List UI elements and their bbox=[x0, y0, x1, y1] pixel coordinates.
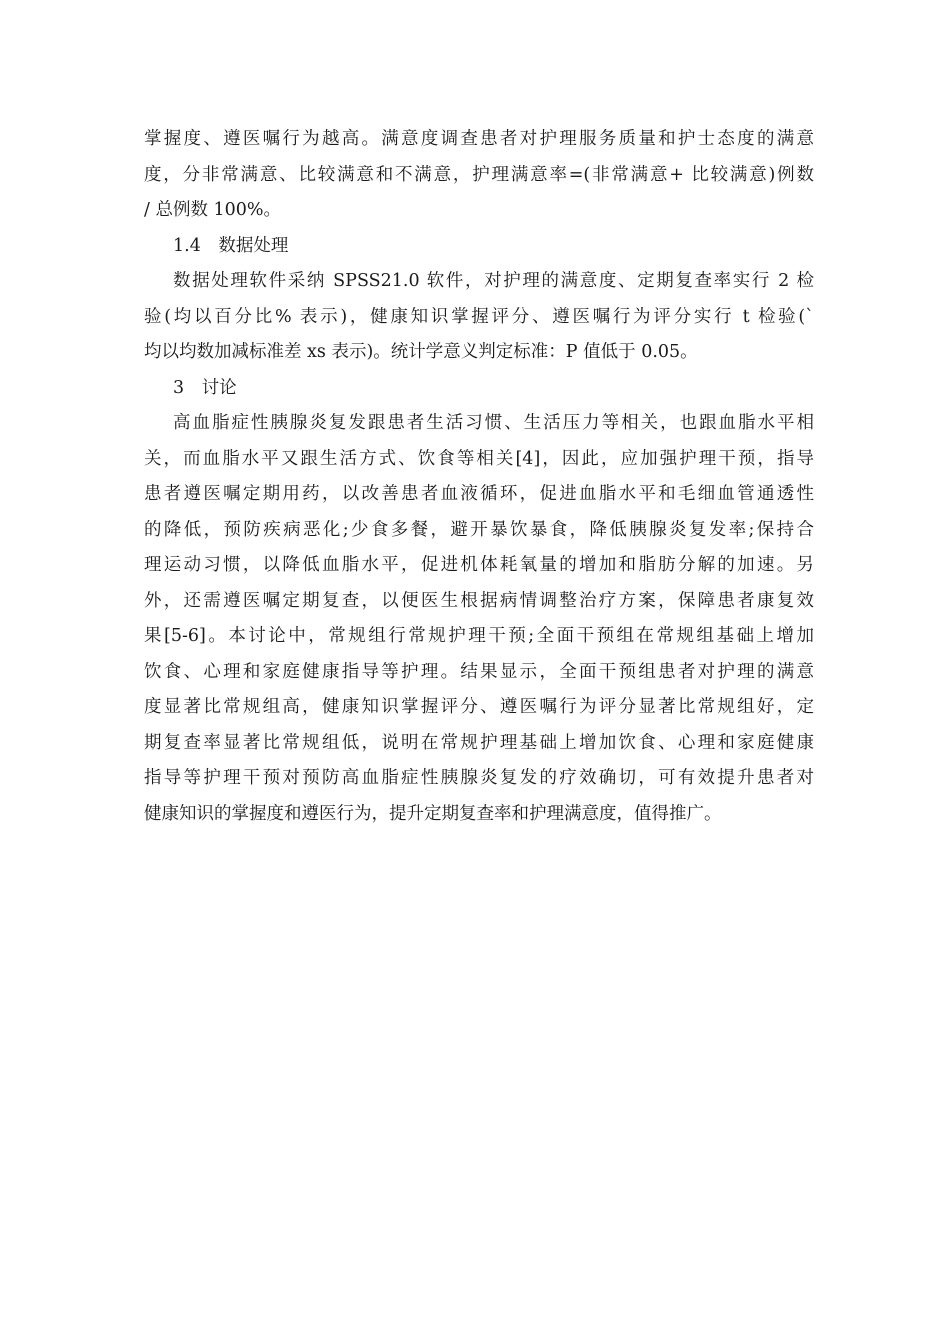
text-line: 果[5-6]。本讨论中，常规组行常规护理干预;全面干预组在常规组基础上增加 bbox=[144, 626, 814, 646]
text-line: 健康知识的掌握度和遵医行为，提升定期复查率和护理满意度，值得推广。 bbox=[144, 803, 722, 824]
section-heading: 3 讨论 bbox=[173, 377, 237, 398]
text-line: 度显著比常规组高，健康知识掌握评分、遵医嘱行为评分显著比常规组好，定 bbox=[144, 697, 814, 717]
section-discussion bbox=[144, 371, 814, 833]
text-line: 均以均数加减标准差 xs 表示)。统计学意义判定标准：P 值低于 0.05。 bbox=[144, 342, 698, 362]
text-line: 的降低，预防疾病恶化;少食多餐，避开暴饮暴食，降低胰腺炎复发率;保持合 bbox=[144, 519, 814, 540]
text-line: 关，而血脂水平又跟生活方式、饮食等相关[4]，因此，应加强护理干预，指导 bbox=[144, 448, 814, 469]
text-line: 饮食、心理和家庭健康指导等护理。结果显示，全面干预组患者对护理的满意 bbox=[144, 661, 814, 682]
text-line: 掌握度、遵医嘱行为越高。满意度调查患者对护理服务质量和护士态度的满意 bbox=[144, 129, 814, 149]
body-text bbox=[144, 122, 814, 832]
section-data-processing bbox=[144, 229, 814, 371]
section-heading: 1.4 数据处理 bbox=[173, 235, 289, 256]
text-line: 期复查率显著比常规组低，说明在常规护理基础上增加饮食、心理和家庭健康 bbox=[144, 732, 814, 753]
text-line: 外，还需遵医嘱定期复查，以便医生根据病情调整治疗方案，保障患者康复效 bbox=[144, 590, 814, 611]
text-line: 指导等护理干预对预防高血脂症性胰腺炎复发的疗效确切，可有效提升患者对 bbox=[144, 768, 814, 788]
text-line: 数据处理软件采纳 SPSS21.0 软件，对护理的满意度、定期复查率实行 2 检 bbox=[173, 271, 814, 291]
text-line: 理运动习惯，以降低血脂水平，促进机体耗氧量的增加和脂肪分解的加速。另 bbox=[144, 555, 814, 575]
text-line: 高血脂症性胰腺炎复发跟患者生活习惯、生活压力等相关，也跟血脂水平相 bbox=[173, 413, 814, 433]
text-line: 验(均以百分比% 表示)，健康知识掌握评分、遵医嘱行为评分实行 t 检验(` bbox=[144, 306, 814, 327]
text-line: 度，分非常满意、比较满意和不满意，护理满意率=(非常满意+ 比较满意)例数 bbox=[144, 164, 814, 185]
paragraph-continuation bbox=[144, 122, 814, 229]
text-line: 患者遵医嘱定期用药，以改善患者血液循环，促进血脂水平和毛细血管通透性 bbox=[144, 484, 814, 504]
text-line: / 总例数 100%。 bbox=[144, 200, 282, 220]
